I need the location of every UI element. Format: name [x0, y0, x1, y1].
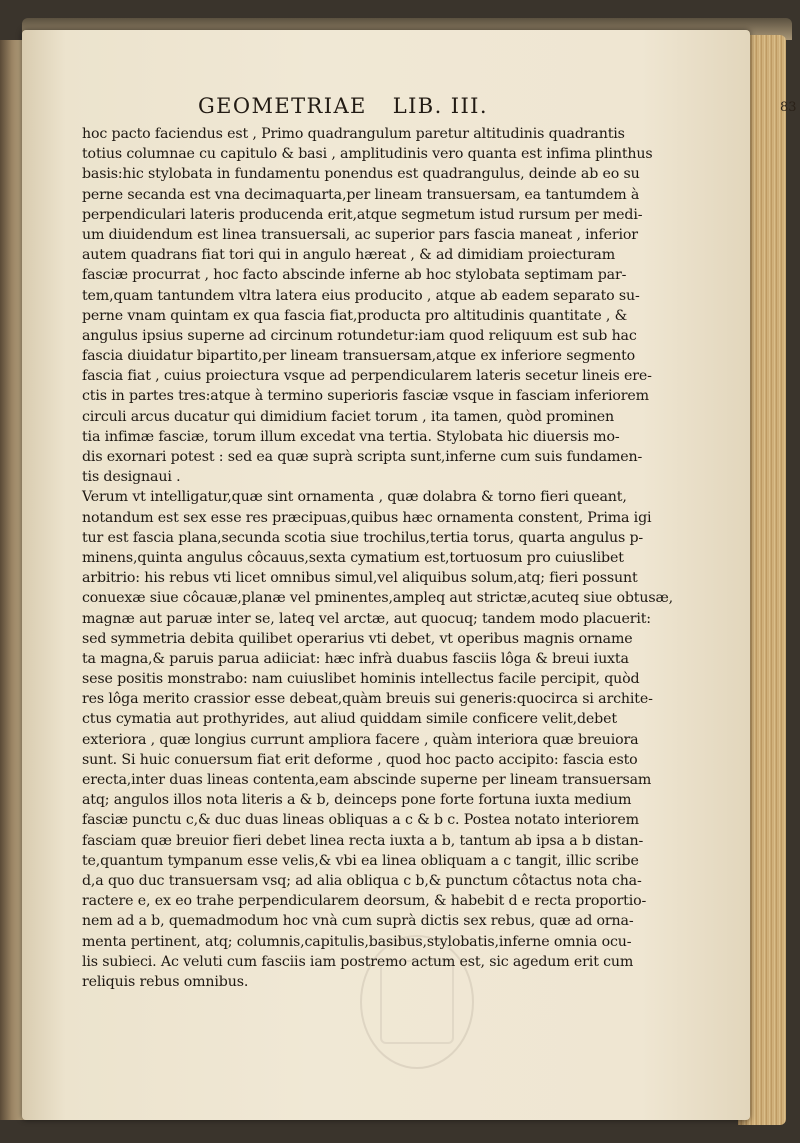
text-line: sed symmetria debita quilibet operarius vti debet, vt operibus magnis orname [82, 630, 633, 647]
text-line: menta pertinent, atq; columnis,capitulis,basibus,stylobatis,inferne omnia ocu- [82, 933, 632, 950]
running-title: GEOMETRIAE [198, 94, 367, 118]
text-line: tur est fascia plana,secunda scotia siue trochilus,tertia torus, quarta angulus p- [82, 529, 644, 546]
text-line: tis designaui . [82, 469, 181, 486]
text-line: dis exornari potest : sed ea quæ suprà scripta sunt,inferne cum suis fundamen- [82, 449, 643, 465]
text-line: fasciæ procurrat , hoc facto abscinde inferne ab hoc stylobata septimam par- [82, 267, 627, 284]
folio-number: 83 [780, 100, 797, 115]
text-line: sese positis monstrabo: nam cuiuslibet hominis intellectus facile percipit, quòd [82, 671, 640, 688]
text-line: notandum est sex esse res præcipuas,quibus hæc ornamenta constent, Prima igi [82, 509, 652, 526]
book-number: LIB. III. [392, 94, 488, 118]
text-line: arbitrio: his rebus vti licet omnibus simul,vel aliquibus solum,atq; fieri possunt [82, 570, 638, 587]
text-line: tia infimæ fasciæ, torum illum excedat vna tertia. Stylobata hic diuersis mo- [82, 428, 620, 445]
text-line: fasciæ punctu c,& duc duas lineas obliquas a c & b c. Postea notato interiorem [82, 812, 639, 829]
text-line: atq; angulos illos nota literis a & b, deinceps pone forte fortuna iuxta medium [82, 792, 632, 809]
text-line: conuexæ siue côcauæ,planæ vel pminentes,ampleq aut strictæ,acuteq siue obtusæ, [82, 590, 673, 607]
text-line: exteriora , quæ longius currunt ampliora facere , quàm interiora quæ breuiora [82, 731, 639, 748]
text-line: lis subieci. Ac veluti cum fasciis iam postremo actum est, sic agedum erit cum [82, 953, 634, 970]
text-line: nem ad a b, quemadmodum hoc vnà cum suprà dictis sex rebus, quæ ad orna- [82, 913, 634, 930]
text-line: Verum vt intelligatur,quæ sint ornamenta , quæ dolabra & torno fieri queant, [82, 489, 627, 506]
text-line: fasciam quæ breuior fieri debet linea recta iuxta a b, tantum ab ipsa a b distan- [82, 832, 644, 849]
text-line: d,a quo duc transuersam vsq; ad alia obliqua c b,& punctum côtactus nota cha- [82, 872, 642, 889]
text-line: hoc pacto faciendus est , Primo quadrangulum paretur altitudinis quadrantis [82, 126, 625, 142]
text-line: autem quadrans fiat tori qui in angulo hæreat , & ad dimidiam proiecturam [82, 247, 616, 264]
text-line: te,quantum tympanum esse velis,& vbi ea linea obliquam a c tangit, illic scribe [82, 852, 639, 869]
body-text [82, 124, 673, 992]
running-header [198, 94, 618, 124]
text-line: fascia diuidatur bipartito,per lineam transuersam,atque ex inferiore segmento [82, 348, 636, 365]
text-line: erecta,inter duas lineas contenta,eam abscinde superne per lineam transuersam [82, 772, 652, 788]
text-line: magnæ aut paruæ inter se, lateq vel arctæ, aut quocuq; tandem modo placuerit: [82, 610, 651, 627]
text-line: res lôga merito crassior esse debeat,quàm breuis sui generis:quocirca si archite- [82, 691, 653, 708]
text-line: perne secanda est vna decimaquarta,per lineam transuersam, ea tantumdem à [82, 186, 640, 203]
text-line: angulus ipsius superne ad circinum rotundetur:iam quod reliquum est sub hac [82, 327, 637, 344]
text-line: tem,quam tantundem vltra latera eius producito , atque ab eadem separato su- [82, 287, 640, 304]
text-line: minens,quinta angulus côcauus,sexta cymatium est,tortuosum pro cuiuslibet [82, 549, 624, 566]
text-line: perpendiculari lateris producenda erit,atque segmetum istud rursum per medi- [82, 206, 643, 223]
text-line: perne vnam quintam ex qua fascia fiat,producta pro altitudinis quantitate , & [82, 307, 628, 324]
text-line: totius columnae cu capitulo & basi , amplitudinis vero quanta est infima plinthus [82, 146, 653, 163]
text-line: basis:hic stylobata in fundamentu ponendus est quadrangulus, deinde ab eo su [82, 166, 640, 183]
text-line: um diuidendum est linea transuersali, ac superior pars fascia maneat , inferior [82, 226, 638, 243]
text-line: circuli arcus ducatur qui dimidium faciet torum , ita tamen, quòd prominen [82, 408, 615, 425]
text-line: ctis in partes tres:atque à termino superioris fasciæ vsque in fasciam inferiorem [82, 388, 649, 405]
text-line: ctus cymatia aut prothyrides, aut aliud quiddam simile conficere velit,debet [82, 711, 617, 728]
text-line: ta magna,& paruis parua adiiciat: hæc infrà duabus fasciis lôga & breui iuxta [82, 650, 629, 667]
text-line: fascia fiat , cuius proiectura vsque ad perpendicularem lateris secetur lineis ere- [82, 368, 652, 385]
text-line: sunt. Si huic conuersum fiat erit deforme , quod hoc pacto accipito: fascia esto [82, 751, 638, 768]
text-line: reliquis rebus omnibus. [82, 973, 249, 990]
text-line: ractere e, ex eo trahe perpendicularem deorsum, & habebit d e recta proportio- [82, 893, 647, 910]
